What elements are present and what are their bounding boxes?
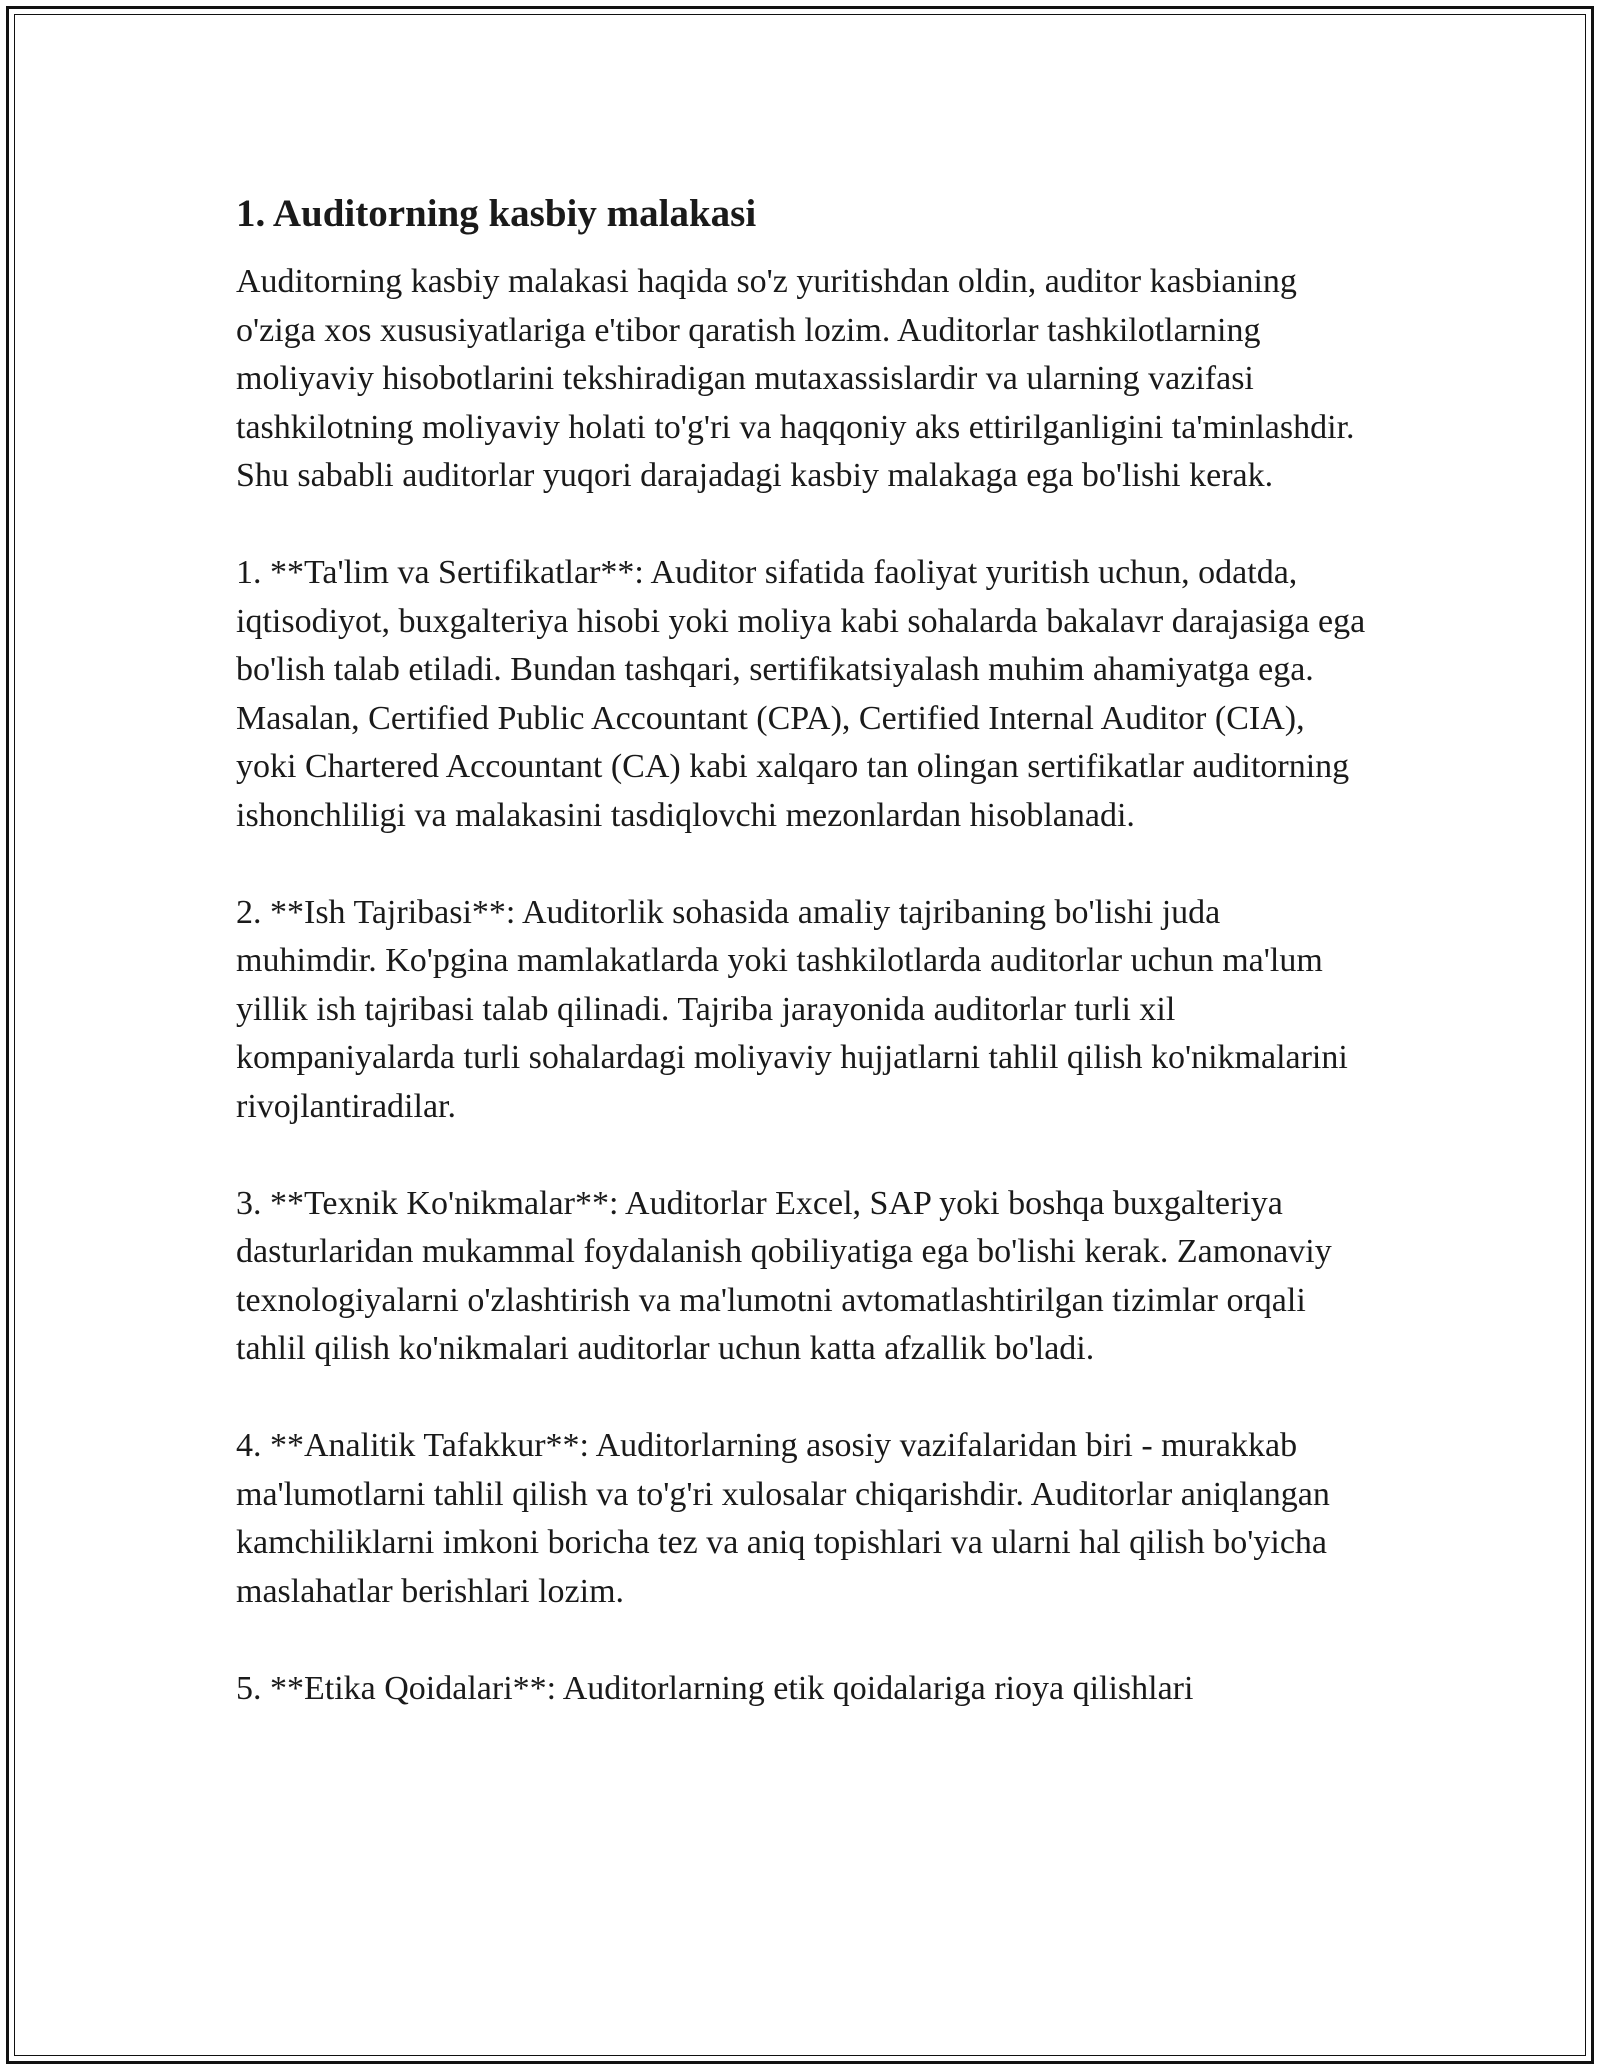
list-item-technical-skills: 3. **Texnik Ko'nikmalar**: Auditorlar Excel, SAP yoki boshqa buxgalteriya dasturlaridan mukammal foydalanish qobiliyatiga ega bo'lishi kerak. Zamonaviy texnologiyalarni o'zlashtirish va ma'lumotni avtomatlashtirilgan tizimlar orqali tahlil qilish ko'nikmalari auditorlar uchun katta afzallik bo'ladi. [236,1184,1332,1367]
intro-paragraph: Auditorning kasbiy malakasi haqida so'z yuritishdan oldin, auditor kasbianing o'ziga xos xususiyatlariga e'tibor qaratish lozim. Auditorlar tashkilotlarning moliyaviy hisobotlarini tekshiradigan mutaxassislardir va ularning vazifasi tashkilotning moliyaviy holati to'g'ri va haqqoniy aks ettirilganligini ta'minlashdir. Shu sababli auditorlar yuqori darajadagi kasbiy malakaga ega bo'lishi kerak. [236,263,1355,494]
list-item-experience: 2. **Ish Tajribasi**: Auditorlik sohasida amaliy tajribaning bo'lishi juda muhimdir. Ko'pgina mamlakatlarda yoki tashkilotlarda auditorlar uchun ma'lum yillik ish tajribasi talab qilinadi. Tajriba jarayonida auditorlar turli xil kompaniyalarda turli sohalardagi moliyaviy hujjatlarni tahlil qilish ko'nikmalarini rivojlantiradilar. [236,893,1348,1125]
list-item-education: 1. **Ta'lim va Sertifikatlar**: Auditor sifatida faoliyat yuritish uchun, odatda, iqtisodiyot, buxgalteriya hisobi yoki moliya kabi sohalarda bakalavr darajasiga ega bo'lish talab etiladi. Bundan tashqari, sertifikatsiyalash muhim ahamiyatga ega. Masalan, Certified Public Accountant (CPA), Certified Internal Auditor (CIA), yoki Chartered Accountant (CA) kabi xalqaro tan olingan sertifikatlar auditorning ishonchliligi va malakasini tasdiqlovchi mezonlardan hisoblanadi. [236,554,1366,834]
document-page [236,186,1366,1762]
list-item-analytical-thinking: 4. **Analitik Tafakkur**: Auditorlarning asosiy vazifalaridan biri - murakkab ma'lumotlarni tahlil qilish va to'g'ri xulosalar chiqarishdir. Auditorlar aniqlangan kamchiliklarni imkoni boricha tez va aniq topishlari va ularni hal qilish bo'yicha maslahatlar berishlari lozim. [236,1427,1330,1610]
section-title: 1. Auditorning kasbiy malakasi [236,192,757,235]
list-item-ethics: 5. **Etika Qoidalari**: Auditorlarning etik qoidalariga rioya qilishlari [236,1669,1194,1707]
